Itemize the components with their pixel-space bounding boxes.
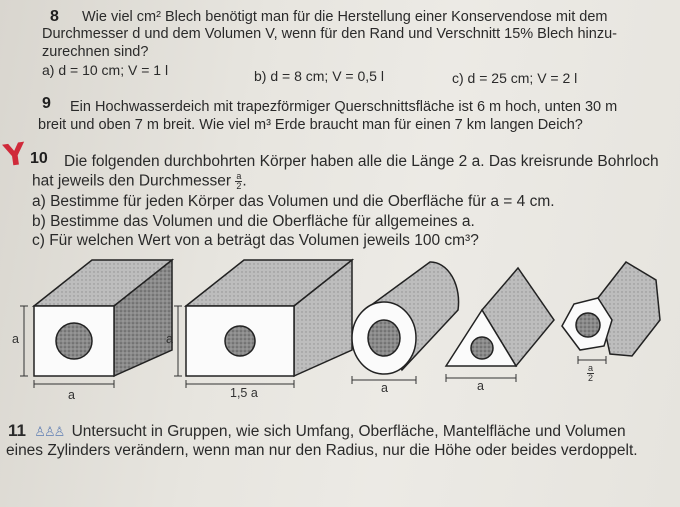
fraction: $\frac{a}{2}$ <box>236 171 242 191</box>
exercise-text-line <box>8 421 626 441</box>
dimension-label: a <box>12 332 19 346</box>
subtask-c: c) d = 25 cm; V = 2 l <box>452 70 578 86</box>
exercise-text: Untersucht in Gruppen, wie sich Umfang, Oberfläche, Mantelfläche und Volumen <box>71 423 626 440</box>
dimension-label: a <box>68 388 75 402</box>
subtask-b: b) Bestimme das Volumen und die Oberfläche für allgemeines a. <box>32 213 475 230</box>
exercise-text-line: breit und oben 7 m breit. Wie viel m³ Erde braucht man für einen 7 km langen Deich? <box>38 117 583 133</box>
figure-hexagonal-prism <box>562 262 660 364</box>
dimension-label: a <box>381 381 388 395</box>
solid-bodies-figures <box>0 250 680 410</box>
exercise-number: 9 <box>42 95 51 112</box>
figure-triangular-prism <box>446 268 554 382</box>
exercise-text-line: eines Zylinders verändern, wenn man nur den Radius, nur die Höhe oder beides verdoppelt. <box>6 442 638 459</box>
subtask-c: c) Für welchen Wert von a beträgt das Volumen jeweils 100 cm³? <box>32 232 479 249</box>
subtask-a: a) d = 10 cm; V = 1 l <box>42 62 169 78</box>
exercise-text-line: Ein Hochwasserdeich mit trapezförmiger Querschnittsfläche ist 6 m hoch, unten 30 m <box>70 99 618 115</box>
exercise-text-line: Durchmesser d und dem Volumen V, wenn für den Rand und Verschnitt 15% Blech hinzu- <box>42 26 617 42</box>
exercise-text: hat jeweils den Durchmesser <box>32 172 232 190</box>
figure-cuboid <box>174 260 352 388</box>
subtask-a: a) Bestimme für jeden Körper das Volumen und die Oberfläche für a = 4 cm. <box>32 193 555 210</box>
figure-cylinder <box>352 262 459 384</box>
exercise-text-line: hat jeweils den Durchmesser $\frac{a}{2}$. <box>32 171 247 191</box>
group-work-icon: ♙♙♙ <box>34 424 64 439</box>
dimension-label: a <box>477 379 484 393</box>
figure-cube <box>20 260 172 388</box>
red-check-mark: Y <box>1 136 29 175</box>
exercise-number: 10 <box>30 150 48 167</box>
fraction: $\frac{a}{2}$ <box>588 363 594 383</box>
dimension-label <box>587 364 594 383</box>
subtask-b: b) d = 8 cm; V = 0,5 l <box>254 68 384 84</box>
exercise-text-line: Wie viel cm² Blech benötigt man für die Herstellung einer Konservendose mit dem <box>82 9 608 25</box>
dimension-label: a <box>166 332 173 346</box>
exercise-number: 11 <box>8 421 26 440</box>
exercise-number: 8 <box>50 8 59 25</box>
exercise-text-line: zurechnen sind? <box>42 44 149 60</box>
exercise-text-line: Die folgenden durchbohrten Körper haben alle die Länge 2 a. Das kreisrunde Bohrloch <box>64 153 659 170</box>
dimension-label: 1,5 a <box>230 386 258 400</box>
figures-drawing <box>0 250 680 410</box>
